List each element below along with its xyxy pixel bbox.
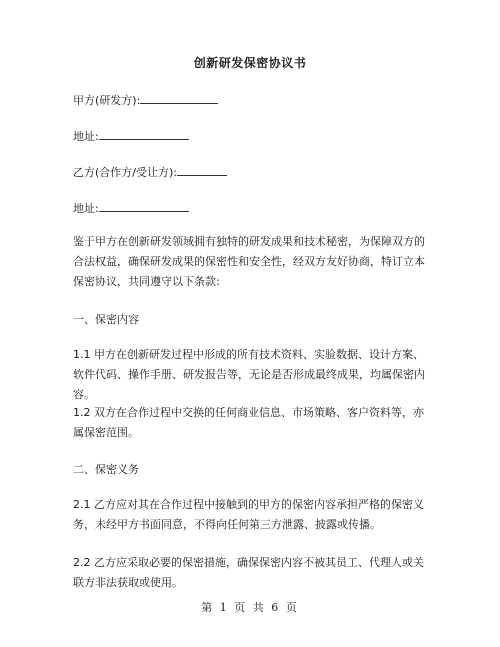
clause-1-1: 1.1 甲方在创新研发过程中形成的所有技术资料、实验数据、设计方案、软件代码、操作手册、研发报告等，无论是否形成最终成果，均属保密内容。 [73,348,425,401]
address-field-1 [73,128,189,144]
party-a-blank [140,92,218,104]
party-a-field [73,92,218,108]
party-b-label: 乙方(合作方/受让方): [73,166,177,179]
clause-2-2: 2.2 乙方应采取必要的保密措施，确保保密内容不被其员工、代理人或关联方非法获取或使用。 [73,556,424,589]
address-label-1: 地址: [73,130,99,143]
address-label-2: 地址: [73,202,99,215]
clause-2-1: 2.1 乙方应对其在合作过程中接触到的甲方的保密内容承担严格的保密义务，未经甲方书面同意，不得向任何第三方泄露、披露或传播。 [73,498,424,531]
page-indicator: 第 1 页 共 6 页 [201,601,299,614]
document-title: 创新研发保密协议书 [193,56,307,70]
address-blank-2 [99,200,189,212]
clause-1-2: 1.2 双方在合作过程中交换的任何商业信息、市场策略、客户资料等，亦属保密范围。 [73,406,424,439]
party-b-blank [177,164,227,176]
party-b-field [73,164,227,180]
address-blank-1 [99,128,189,140]
address-field-2 [73,200,189,216]
section-2-heading: 二、保密义务 [73,463,139,476]
section-1-heading: 一、保密内容 [73,313,139,326]
party-a-label: 甲方(研发方): [73,94,141,107]
preamble-paragraph: 鉴于甲方在创新研发领域拥有独特的研发成果和技术秘密，为保障双方的合法权益，确保研发成果的保密性和安全性，经双方友好协商，特订立本保密协议，共同遵守以下条款: [73,235,425,288]
